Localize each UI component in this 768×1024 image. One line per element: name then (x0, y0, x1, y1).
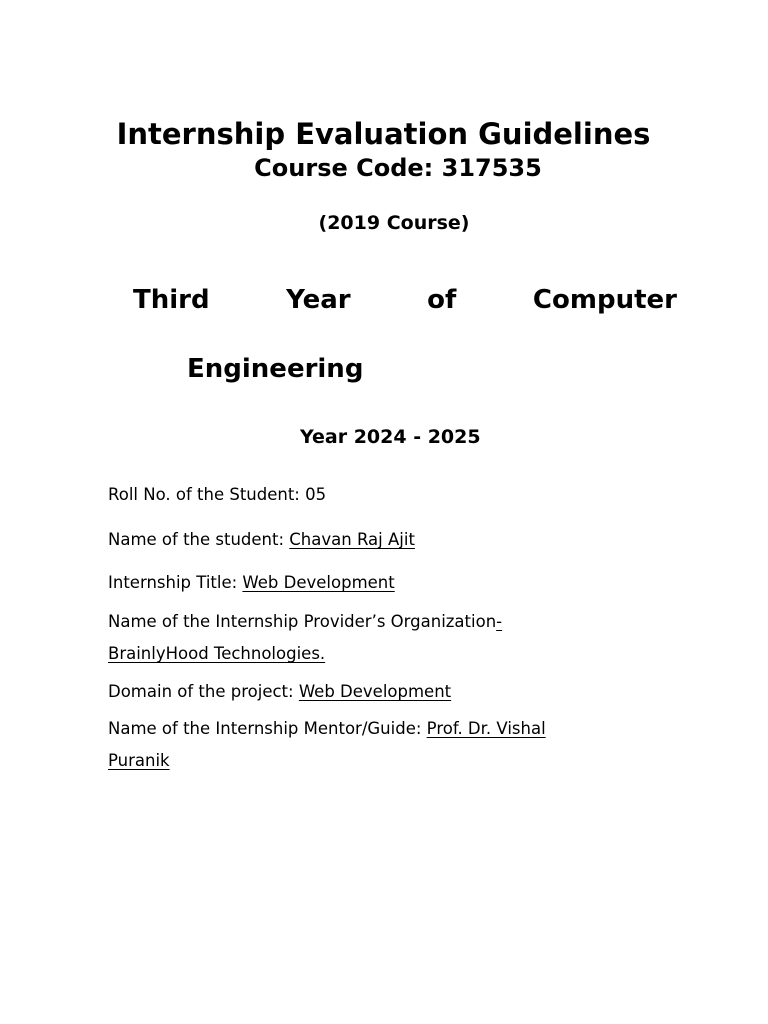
student-name-value: Chavan Raj Ajit (289, 530, 415, 549)
program-word: Year (286, 285, 351, 315)
roll-number-label: Roll No. of the Student: 05 (108, 485, 327, 504)
mentor-field (108, 719, 546, 738)
program-heading-line2: Engineering (187, 354, 364, 384)
domain-label: Domain of the project: (108, 682, 299, 701)
program-word: Computer (532, 285, 677, 315)
mentor-value: Prof. Dr. Vishal (426, 719, 546, 738)
program-word: Third (133, 285, 210, 315)
internship-title-field (108, 573, 395, 592)
mentor-value-continued: Puranik (108, 751, 170, 770)
organization-value: BrainlyHood Technologies. (108, 644, 326, 663)
academic-year: Year 2024 - 2025 (300, 426, 481, 448)
course-year: (2019 Course) (318, 212, 470, 234)
document-title: Internship Evaluation Guidelines (116, 117, 651, 151)
internship-title-value: Web Development (242, 573, 395, 592)
organization-dash: - (496, 612, 503, 631)
domain-field (108, 682, 451, 701)
organization-value-line (108, 644, 325, 663)
course-code: Course Code: 317535 (254, 154, 542, 182)
domain-value: Web Development (298, 682, 452, 701)
student-name-field (108, 530, 415, 549)
mentor-label: Name of the Internship Mentor/Guide: (108, 719, 427, 738)
mentor-value-line (108, 751, 170, 770)
organization-field (108, 612, 502, 631)
roll-number-field (108, 485, 326, 504)
student-name-label: Name of the student: (108, 530, 290, 549)
program-word: of (427, 285, 457, 315)
organization-label: Name of the Internship Provider’s Organization (108, 612, 497, 631)
program-heading-line1 (133, 285, 677, 315)
internship-title-label: Internship Title: (108, 573, 243, 592)
